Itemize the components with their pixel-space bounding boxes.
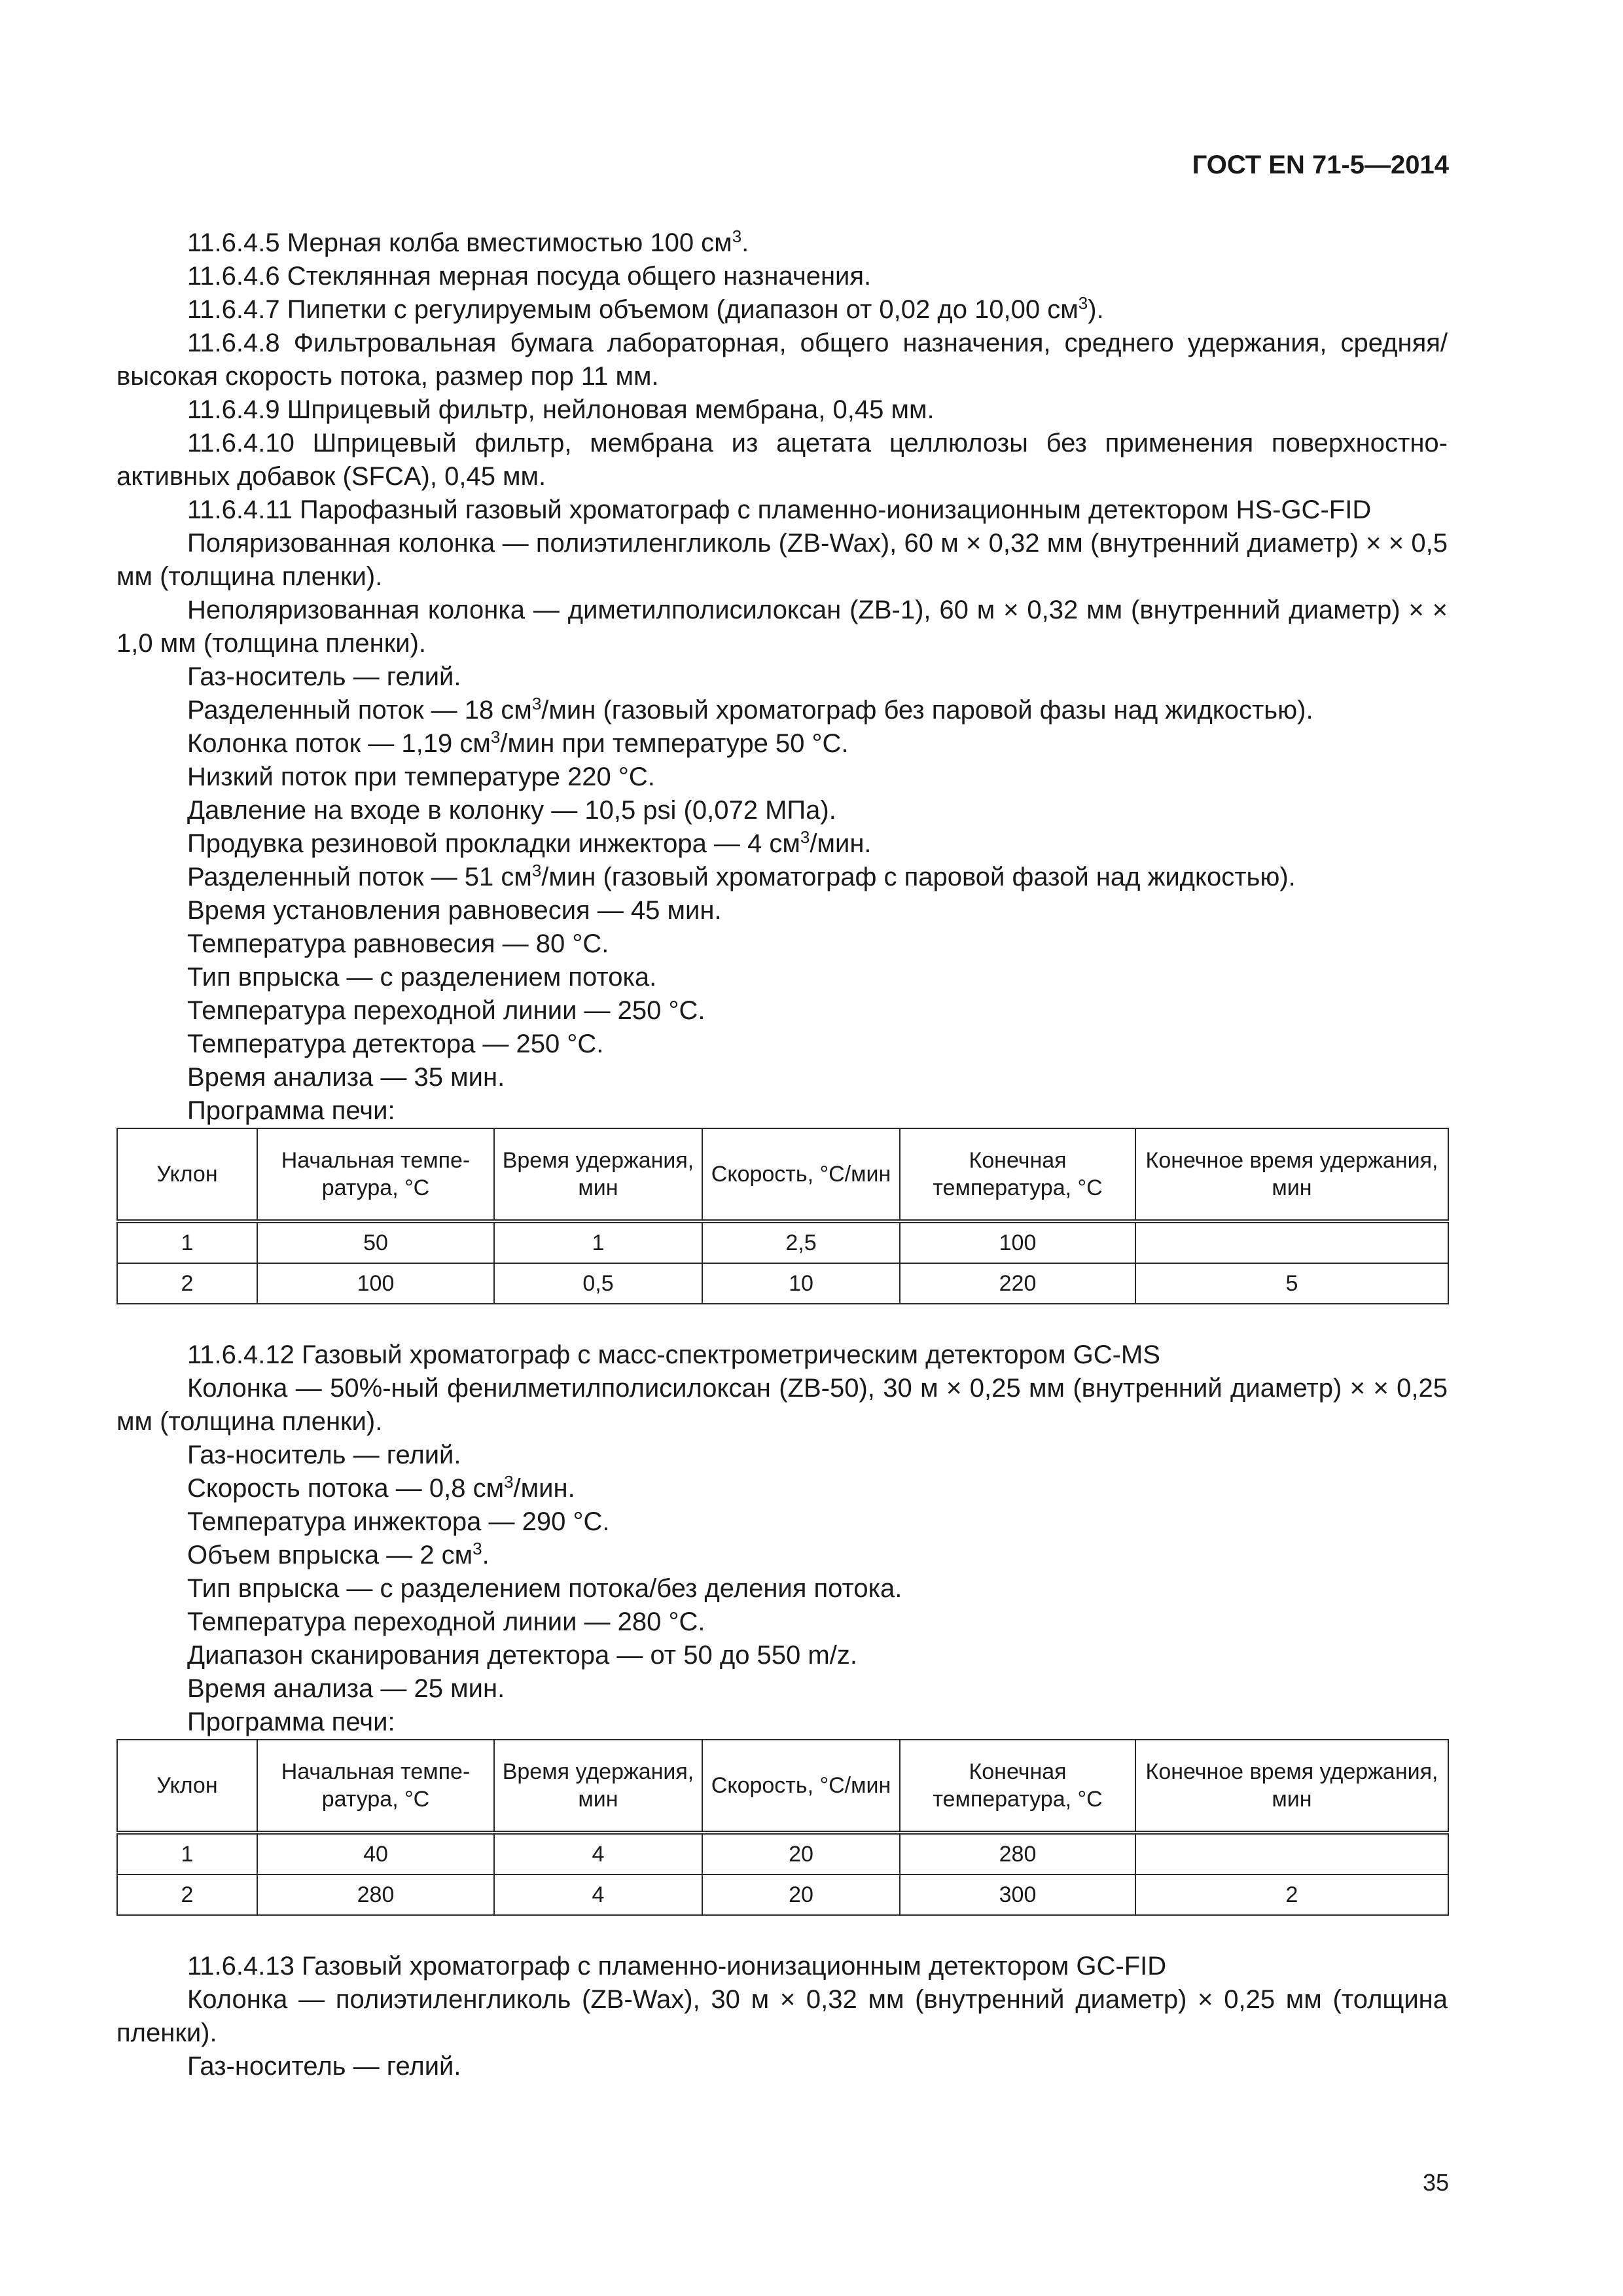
- table-cell: 1: [494, 1221, 702, 1263]
- paragraph: Тип впрыска — с разделением потока/без деления потока.: [187, 1574, 902, 1603]
- paragraph: Время анализа — 35 мин.: [187, 1063, 505, 1092]
- column-header: Скорость, °С/мин: [702, 1128, 900, 1221]
- table-row: [117, 1263, 1448, 1304]
- column-header: Время удержания, мин: [494, 1740, 702, 1833]
- paragraph: 11.6.4.10 Шприцевый фильтр, мембрана из ацетата целлюлозы без применения поверхностно-активных добавок (SFCA), 0,45 мм.: [116, 429, 1448, 491]
- table-cell: 280: [900, 1833, 1135, 1874]
- table-header-row: [117, 1128, 1448, 1221]
- table-cell: 280: [257, 1874, 494, 1915]
- paragraph: Скорость потока — 0,8 $см^3$/мин.: [187, 1472, 575, 1503]
- table-row: [117, 1221, 1448, 1263]
- column-header: Начальная темпе-ратура, °С: [257, 1128, 494, 1221]
- column-header: Конечное время удержания, мин: [1135, 1740, 1448, 1833]
- paragraph: 11.6.4.8 Фильтровальная бумага лабораторная, общего назначения, среднего удержания, средняя/ высокая скорость потока, размер пор 11 мм.: [116, 329, 1448, 391]
- paragraph: Разделенный поток — 51 $см^3$/мин (газовый хроматограф с паровой фазой над жидкостью).: [187, 861, 1296, 891]
- paragraph: Колонка — полиэтиленгликоль (ZB-Wax), 30 м × 0,32 мм (внутренний диаметр) × 0,25 мм (толщина пленки).: [116, 1985, 1448, 2047]
- section-equipment: [116, 226, 1448, 1128]
- table-cell: 2: [117, 1263, 257, 1304]
- table-cell: 20: [702, 1874, 900, 1915]
- table-cell: 2: [1135, 1874, 1448, 1915]
- document-header: ГОСТ EN 71-5—2014: [1192, 151, 1449, 179]
- paragraph: Газ-носитель — гелий.: [187, 2052, 461, 2081]
- column-header: Уклон: [117, 1128, 257, 1221]
- table-cell: 1: [117, 1221, 257, 1263]
- table-cell: 10: [702, 1263, 900, 1304]
- oven-program-table-2: [116, 1739, 1449, 1916]
- table-cell: 1: [117, 1833, 257, 1874]
- paragraph: Программа печи:: [187, 1096, 395, 1125]
- paragraph: 11.6.4.12 Газовый хроматограф с масс-спектрометрическим детектором GC-MS: [187, 1340, 1160, 1369]
- table-cell: 20: [702, 1833, 900, 1874]
- column-header: Конечное время удержания, мин: [1135, 1128, 1448, 1221]
- paragraph: Разделенный поток — 18 $см^3$/мин (газовый хроматограф без паровой фазы над жидкостью).: [187, 694, 1313, 725]
- table-row: [117, 1833, 1448, 1874]
- paragraph: Поляризованная колонка — полиэтиленгликоль (ZB-Wax), 60 м × 0,32 мм (внутренний диаметр) × × 0,5 мм (толщина пленки).: [116, 529, 1448, 591]
- column-header: Скорость, °С/мин: [702, 1740, 900, 1833]
- paragraph: Колонка — 50%-ный фенилметилполисилоксан (ZB-50), 30 м × 0,25 мм (внутренний диаметр) × × 0,25 мм (толщина пленки).: [116, 1374, 1448, 1436]
- paragraph: Давление на входе в колонку — 10,5 psi (0,072 МПа).: [187, 796, 836, 825]
- column-header: Конечная температура, °С: [900, 1740, 1135, 1833]
- paragraph: Газ-носитель — гелий.: [187, 662, 461, 691]
- table-cell: 300: [900, 1874, 1135, 1915]
- paragraph: 11.6.4.6 Стеклянная мерная посуда общего назначения.: [187, 262, 872, 291]
- table-cell: 2,5: [702, 1221, 900, 1263]
- paragraph: 11.6.4.7 Пипетки с регулируемым объемом (диапазон от 0,02 до 10,00 $см^3$).: [187, 293, 1104, 324]
- table-cell: [1135, 1833, 1448, 1874]
- paragraph: Тип впрыска — с разделением потока.: [187, 963, 657, 992]
- section-gc-ms: [116, 1338, 1448, 1739]
- table-cell: 220: [900, 1263, 1135, 1304]
- oven-program-table-1: [116, 1128, 1449, 1304]
- paragraph: Программа печи:: [187, 1708, 395, 1736]
- column-header: Уклон: [117, 1740, 257, 1833]
- paragraph: Низкий поток при температуре 220 °С.: [187, 762, 655, 791]
- table-cell: [1135, 1221, 1448, 1263]
- table-cell: 4: [494, 1833, 702, 1874]
- paragraph: 11.6.4.11 Парофазный газовый хроматограф с пламенно-ионизационным детектором HS-GC-FID: [187, 495, 1372, 524]
- paragraph: 11.6.4.9 Шприцевый фильтр, нейлоновая мембрана, 0,45 мм.: [187, 395, 935, 424]
- table-cell: 0,5: [494, 1263, 702, 1304]
- paragraph: Время установления равновесия — 45 мин.: [187, 896, 722, 925]
- paragraph: 11.6.4.5 Мерная колба вместимостью 100 $см^3$.: [187, 226, 749, 257]
- paragraph: Температура инжектора — 290 °С.: [187, 1507, 610, 1536]
- paragraph: Температура переходной линии — 280 °С.: [187, 1607, 705, 1636]
- paragraph: Температура детектора — 250 °С.: [187, 1030, 604, 1058]
- paragraph: 11.6.4.13 Газовый хроматограф с пламенно-ионизационным детектором GC-FID: [187, 1952, 1167, 1981]
- page-number: 35: [1422, 2169, 1449, 2196]
- paragraph: Время анализа — 25 мин.: [187, 1674, 505, 1703]
- table-cell: 100: [900, 1221, 1135, 1263]
- table-cell: 2: [117, 1874, 257, 1915]
- paragraph: Газ-носитель — гелий.: [187, 1441, 461, 1469]
- table-cell: 40: [257, 1833, 494, 1874]
- table-row: [117, 1874, 1448, 1915]
- paragraph: Температура переходной линии — 250 °С.: [187, 996, 705, 1025]
- paragraph: Продувка резиновой прокладки инжектора — 4 $см^3$/мин.: [187, 827, 872, 858]
- section-gc-fid: [116, 1950, 1448, 2083]
- paragraph: Неполяризованная колонка — диметилполисилоксан (ZB-1), 60 м × 0,32 мм (внутренний диаметр) × × 1,0 мм (толщина пленки).: [116, 596, 1448, 658]
- column-header: Время удержания, мин: [494, 1128, 702, 1221]
- column-header: Начальная темпе-ратура, °С: [257, 1740, 494, 1833]
- table-cell: 5: [1135, 1263, 1448, 1304]
- column-header: Конечная температура, °С: [900, 1128, 1135, 1221]
- paragraph: Диапазон сканирования детектора — от 50 до 550 m/z.: [187, 1641, 857, 1670]
- paragraph: Объем впрыска — 2 $см^3$.: [187, 1539, 490, 1570]
- table-cell: 100: [257, 1263, 494, 1304]
- paragraph: Колонка поток — 1,19 $см^3$/мин при температуре 50 °С.: [187, 727, 849, 758]
- table-cell: 4: [494, 1874, 702, 1915]
- table-cell: 50: [257, 1221, 494, 1263]
- table-header-row: [117, 1740, 1448, 1833]
- paragraph: Температура равновесия — 80 °С.: [187, 929, 609, 958]
- page-content: [116, 226, 1448, 2083]
